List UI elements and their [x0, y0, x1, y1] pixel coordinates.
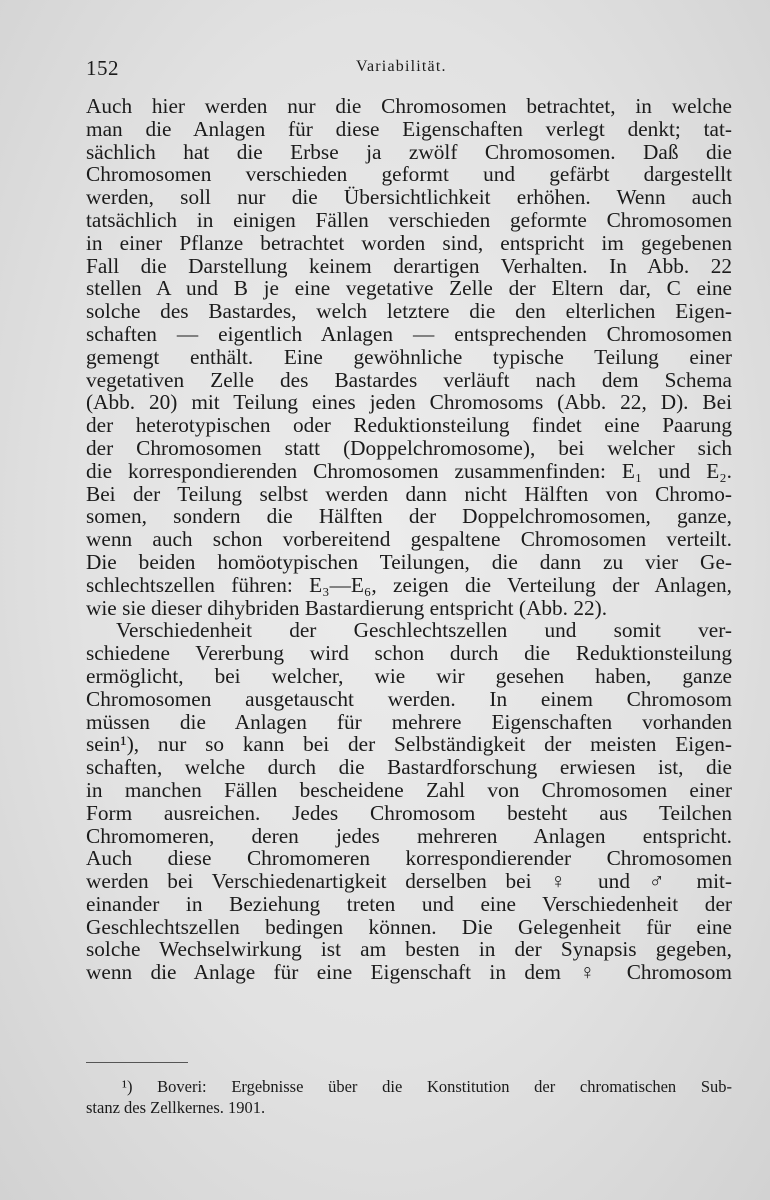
text-line: ermöglicht, bei welcher, wie wir gesehen haben, ganze — [86, 663, 732, 688]
text-line: schiedene Vererbung wird schon durch die Reduktionsteilung — [86, 641, 732, 666]
text-line: wenn auch schon vorbereitend gespaltene Chromosomen verteilt. — [86, 527, 732, 552]
text-line: werden, soll nur die Übersichtlichkeit erhöhen. Wenn auch — [86, 185, 732, 210]
text-line: in manchen Fällen bescheidene Zahl von Chromosomen einer — [86, 777, 732, 802]
text-line: müssen die Anlagen für mehrere Eigenschaften vorhanden — [86, 709, 732, 734]
text-line: sächlich hat die Erbse ja zwölf Chromosomen. Daß die — [86, 139, 732, 164]
text-line: Auch hier werden nur die Chromosomen betrachtet, in welche — [86, 94, 732, 118]
text-line: Geschlechtszellen bedingen können. Die Gelegenheit für eine — [86, 914, 732, 939]
body-text — [86, 95, 732, 984]
text-line: sein¹), nur so kann bei der Selbständigkeit der meisten Eigen- — [86, 732, 732, 757]
text-line: tatsächlich in einigen Fällen verschieden geformte Chromosomen — [86, 207, 732, 232]
text-line: Bei der Teilung selbst werden dann nicht Hälften von Chromo- — [86, 481, 732, 506]
text-line: der Chromosomen statt (Doppelchromosome), bei welcher sich — [86, 435, 732, 460]
text-line: man die Anlagen für diese Eigenschaften verlegt denkt; tat- — [86, 116, 732, 141]
text-line: die korrespondierenden Chromosomen zusammenfinden: E₁ und E₂. — [86, 458, 732, 483]
footnote-line: stanz des Zellkernes. 1901. — [86, 1098, 266, 1117]
page-number: 152 — [86, 56, 119, 80]
footnote-divider — [86, 1062, 188, 1063]
text-line: einander in Beziehung treten und eine Verschiedenheit der — [86, 891, 732, 916]
text-line: wenn die Anlage für eine Eigenschaft in dem ♀ Chromosom — [86, 960, 732, 985]
text-line: stellen A und B je eine vegetative Zelle der Eltern dar, C eine — [86, 276, 732, 301]
text-line: Verschiedenheit der Geschlechtszellen und somit ver- — [116, 618, 732, 643]
footnote — [86, 1076, 732, 1118]
text-line: werden bei Verschiedenartigkeit derselben bei ♀ und ♂ mit- — [86, 869, 732, 894]
text-line: wie sie dieser dihybriden Bastardierung entspricht (Abb. 22). — [86, 595, 608, 620]
text-line: schaften, welche durch die Bastardforschung erwiesen ist, die — [86, 755, 732, 780]
text-line: somen, sondern die Hälften der Doppelchromosomen, ganze, — [86, 504, 732, 529]
text-line: der heterotypischen oder Reduktionsteilung findet eine Paarung — [86, 413, 732, 438]
footnote-line: ¹) Boveri: Ergebnisse über die Konstitution der chromatischen Sub- — [122, 1077, 732, 1096]
text-line: vegetativen Zelle des Bastardes verläuft nach dem Schema — [86, 367, 732, 392]
running-title: Variabilität. — [356, 58, 447, 75]
text-line: Fall die Darstellung keinem derartigen Verhalten. In Abb. 22 — [86, 253, 732, 278]
text-line: Chromosomen verschieden geformt und gefärbt dargestellt — [86, 162, 732, 187]
text-line: schlechtszellen führen: E₃—E₆, zeigen die Verteilung der Anlagen, — [86, 572, 732, 597]
text-line: solche des Bastardes, welch letztere die den elterlichen Eigen- — [86, 299, 732, 324]
text-line: Die beiden homöotypischen Teilungen, die dann zu vier Ge- — [86, 549, 732, 574]
text-line: (Abb. 20) mit Teilung eines jeden Chromosoms (Abb. 22, D). Bei — [86, 390, 732, 415]
text-line: gemengt enthält. Eine gewöhnliche typische Teilung einer — [86, 344, 732, 369]
text-line: Chromomeren, deren jedes mehreren Anlagen entspricht. — [86, 823, 732, 848]
page-header — [86, 56, 732, 86]
text-line: solche Wechselwirkung ist am besten in der Synapsis gegeben, — [86, 937, 732, 962]
text-line: Form ausreichen. Jedes Chromosom besteht aus Teilchen — [86, 800, 732, 825]
text-line: Chromosomen ausgetauscht werden. In einem Chromosom — [86, 686, 732, 711]
text-line: schaften — eigentlich Anlagen — entsprechenden Chromosomen — [86, 321, 732, 346]
text-line: in einer Pflanze betrachtet worden sind, entspricht im gegebenen — [86, 230, 732, 255]
text-line: Auch diese Chromomeren korrespondierender Chromosomen — [86, 846, 732, 871]
